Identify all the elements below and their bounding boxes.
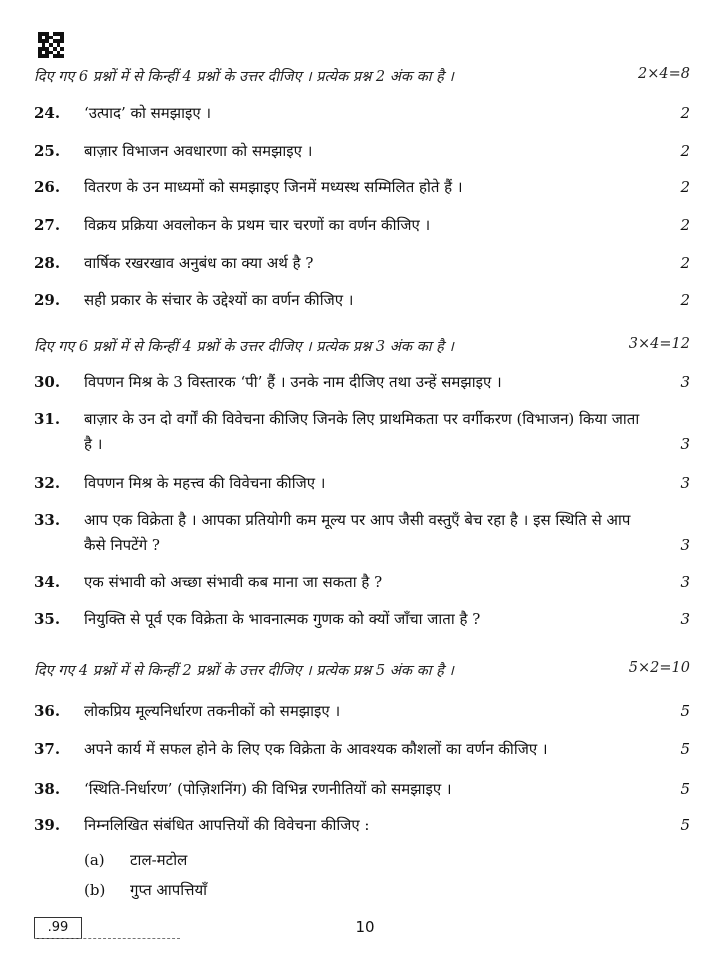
question-item: 38. ‘स्थिति-निर्धारण’ (पोज़िशनिंग) की विभिन्न रणनीतियों को समझाइए । 5 [34,780,690,798]
question-item: 36. लोकप्रिय मूल्यनिर्धारण तकनीकों को समझाइए । 5 [34,702,690,720]
paper-code-box: .99 [34,917,82,939]
question-item: 32. विपणन मिश्र के महत्त्व की विवेचना कीजिए । 3 [34,474,690,492]
section-instruction: दिए गए 4 प्रश्नों में से किन्हीं 2 प्रश्नों के उत्तर दीजिए । प्रत्येक प्रश्न 5 अंक का है । 5×2=10 [34,660,690,679]
question-item: 26. वितरण के उन माध्यमों को समझाइए जिनमें मध्यस्थ सम्मिलित होते हैं । 2 [34,178,690,196]
question-item: 31. बाज़ार के उन दो वर्गों की विवेचना कीजिए जिनके लिए प्राथमिकता पर वर्गीकरण (विभाजन) किया जाता है । 3 [34,410,690,453]
section-marks: 2×4=8 [638,66,690,82]
section-instruction: दिए गए 6 प्रश्नों में से किन्हीं 4 प्रश्नों के उत्तर दीजिए । प्रत्येक प्रश्न 3 अंक का है । 3×4=12 [34,336,690,355]
question-item: 39. निम्नलिखित संबंधित आपत्तियों की विवेचना कीजिए : 5 [34,816,690,834]
question-item: 30. विपणन मिश्र के 3 विस्तारक ‘पी’ हैं । उनके नाम दीजिए तथा उन्हें समझाइए । 3 [34,373,690,391]
question-item: 35. नियुक्ति से पूर्व एक विक्रेता के भावनात्मक गुणक को क्यों जाँचा जाता है ? 3 [34,610,690,628]
footer-divider [34,938,180,939]
page-number: 10 [355,918,375,936]
question-item: 37. अपने कार्य में सफल होने के लिए एक विक्रेता के आवश्यक कौशलों का वर्णन कीजिए । 5 [34,740,690,758]
section-marks: 5×2=10 [628,660,690,676]
question-item: 25. बाज़ार विभाजन अवधारणा को समझाइए । 2 [34,142,690,160]
question-item: 34. एक संभावी को अच्छा संभावी कब माना जा सकता है ? 3 [34,573,690,591]
section-instruction: दिए गए 6 प्रश्नों में से किन्हीं 4 प्रश्नों के उत्तर दीजिए । प्रत्येक प्रश्न 2 अंक का है । 2×4=8 [34,66,690,85]
question-item: 28. वार्षिक रखरखाव अनुबंध का क्या अर्थ है ? 2 [34,254,690,272]
sub-item: (a) टाल-मटोल [84,851,188,869]
question-item: 27. विक्रय प्रक्रिया अवलोकन के प्रथम चार चरणों का वर्णन कीजिए । 2 [34,216,690,234]
question-item: 33. आप एक विक्रेता है । आपका प्रतियोगी कम मूल्य पर आप जैसी वस्तुएँ बेच रहा है । इस स्थिति से आप कैसे निपटेंगे ? 3 [34,511,690,554]
qr-code [38,32,64,58]
question-item: 29. सही प्रकार के संचार के उद्देश्यों का वर्णन कीजिए । 2 [34,291,690,309]
sub-item: (b) गुप्त आपत्तियाँ [84,881,208,899]
question-item: 24. ‘उत्पाद’ को समझाइए । 2 [34,104,690,122]
section-marks: 3×4=12 [628,336,690,352]
